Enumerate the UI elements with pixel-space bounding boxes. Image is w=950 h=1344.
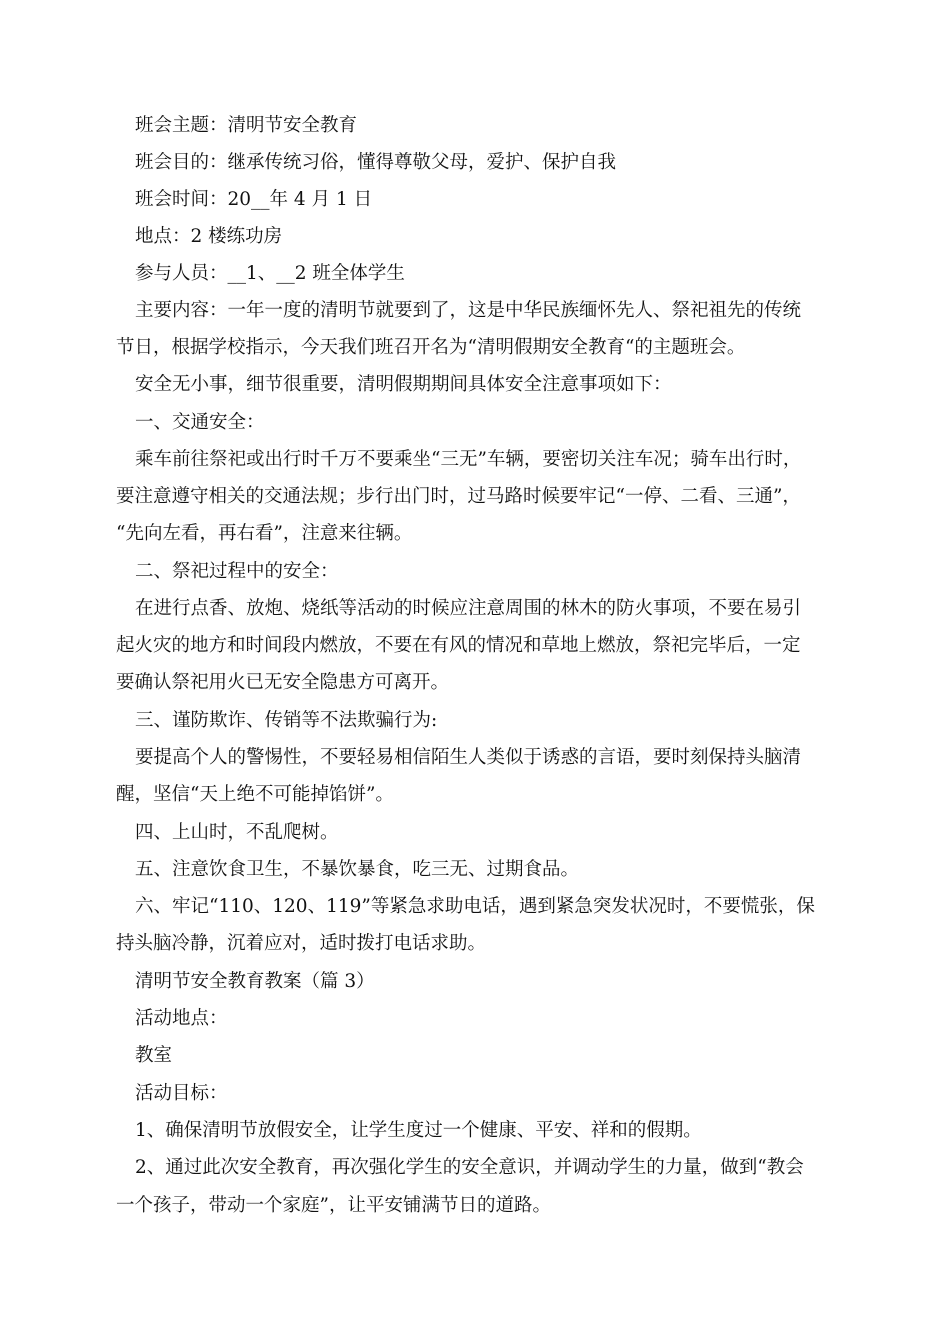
section-heading-food: 五、注意饮食卫生，不暴饮暴食，吃三无、过期食品。 — [135, 859, 580, 880]
paragraph-line: “先向左看，再右看”，注意来往辆。 — [116, 523, 413, 544]
paragraph-line: 安全无小事，细节很重要，清明假期期间具体安全注意事项如下： — [135, 374, 672, 395]
goal-item-1: 1、确保清明节放假安全，让学生度过一个健康、平安、祥和的假期。 — [135, 1120, 702, 1141]
paragraph-line: 要注意遵守相关的交通法规；步行出门时，过马路时候要牢记“一停、二看、三通”， — [116, 486, 801, 507]
section-heading-fraud: 三、谨防欺诈、传销等不法欺骗行为: — [135, 710, 438, 731]
section-heading-traffic: 一、交通安全： — [135, 412, 265, 433]
lesson-plan-title: 清明节安全教育教案（篇 3） — [135, 971, 375, 992]
paragraph-line: 醒，坚信“天上绝不可能掉馅饼”。 — [116, 784, 394, 805]
main-content-line: 主要内容：一年一度的清明节就要到了，这是中华民族缅怀先人、祭祀祖先的传统 — [135, 300, 802, 321]
paragraph-line: 起火灾的地方和时间段内燃放，不要在有风的情况和草地上燃放，祭祀完毕后，一定 — [116, 635, 801, 656]
section-heading-sacrifice: 二、祭祀过程中的安全： — [135, 561, 339, 582]
class-purpose-line: 班会目的：继承传统习俗，懂得尊敬父母，爱护、保护自我 — [135, 152, 617, 173]
activity-goals-label: 活动目标： — [135, 1083, 228, 1104]
paragraph-line: 持头脑冷静，沉着应对，适时拨打电话求助。 — [116, 933, 487, 954]
goal-item-2: 2、通过此次安全教育，再次强化学生的安全意识，并调动学生的力量，做到“教会 — [135, 1157, 804, 1178]
activity-location-label: 活动地点： — [135, 1008, 228, 1029]
section-heading-emergency: 六、牢记“110、120、119”等紧急求助电话，遇到紧急突发状况时，不要慌张，保 — [135, 896, 815, 917]
class-time-line: 班会时间：20__年 4 月 1 日 — [135, 189, 373, 210]
paragraph-line: 乘车前往祭祀或出行时千万不要乘坐“三无”车辆，要密切关注车况；骑车出行时， — [135, 449, 802, 470]
paragraph-line: 一个孩子，带动一个家庭”，让平安铺满节日的道路。 — [116, 1195, 551, 1216]
section-heading-climbing: 四、上山时，不乱爬树。 — [135, 822, 339, 843]
paragraph-line: 要提高个人的警惕性，不要轻易相信陌生人类似于诱惑的言语，要时刻保持头脑清 — [135, 747, 802, 768]
activity-location-value: 教室 — [135, 1045, 173, 1066]
paragraph-line: 节日，根据学校指示，今天我们班召开名为“清明假期安全教育“的主题班会。 — [116, 337, 746, 358]
location-line: 地点：2 楼练功房 — [135, 226, 283, 247]
class-theme-line: 班会主题：清明节安全教育 — [135, 115, 358, 136]
participants-line: 参与人员：__1、__2 班全体学生 — [135, 263, 405, 284]
paragraph-line: 要确认祭祀用火已无安全隐患方可离开。 — [116, 672, 450, 693]
paragraph-line: 在进行点香、放炮、烧纸等活动的时候应注意周围的林木的防火事项，不要在易引 — [135, 598, 802, 619]
